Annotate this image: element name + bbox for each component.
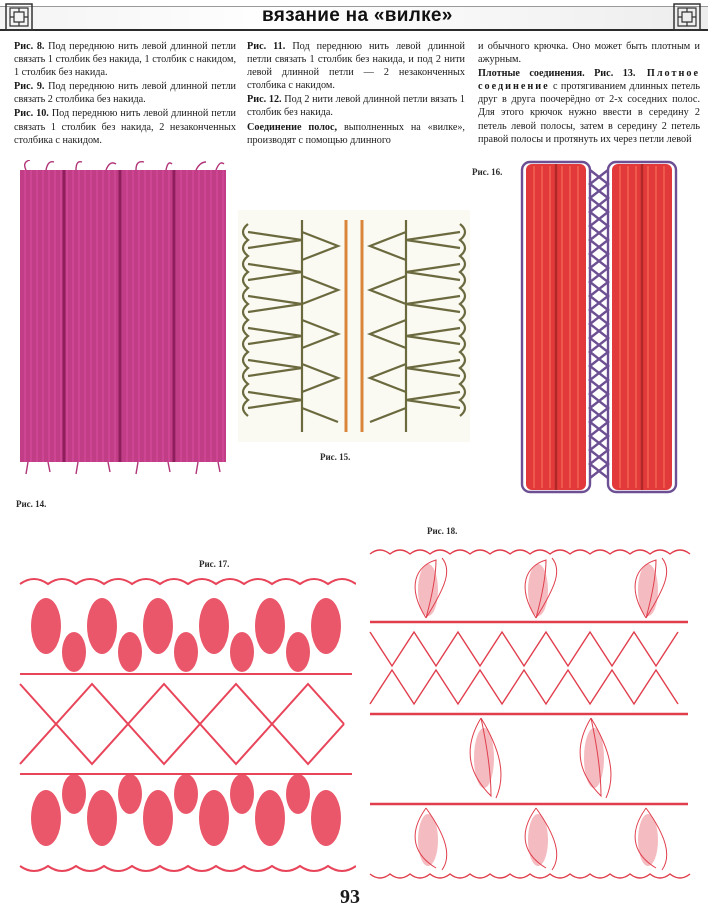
paragraph-continuation	[478, 40, 700, 66]
paragraph-fig13	[478, 67, 700, 146]
figure-17-caption: Рис. 17.	[199, 559, 230, 569]
paragraph-fig8	[14, 40, 236, 79]
text-column-1	[14, 40, 236, 148]
paragraph-text: Под 2 нити левой длинной петли вязать 1 столбик без накида.	[247, 94, 465, 119]
fig-ref: Рис. 10.	[14, 108, 49, 120]
fig-ref: Рис. 13.	[584, 68, 636, 80]
figure-18-image	[366, 546, 692, 882]
fig-ref: Рис. 9.	[14, 81, 45, 93]
fig-ref: Рис. 11.	[247, 41, 286, 52]
figure-18-caption: Рис. 18.	[427, 526, 458, 536]
paragraph-text: Под переднюю нить левой длинной петли связать 1 столбик без накида, и под 2 нити левой длинной петли — 2 незаконченных столбика с накидом.	[247, 41, 465, 92]
paragraph-text: Под переднюю нить левой длинной петли связать 2 столбика без накида.	[14, 81, 236, 106]
paragraph-fig12	[247, 93, 465, 119]
paragraph-text: и обычного крючка. Оно может быть плотным и ажурным.	[478, 41, 700, 66]
paragraph-joining	[247, 121, 465, 147]
paragraph-text: Под переднюю нить левой длинной петли связать 1 столбик без накида, 2 незаконченных столбика с накидом.	[14, 108, 236, 146]
text-column-2	[247, 40, 465, 148]
paragraph-fig11	[247, 40, 465, 92]
figure-17-image	[16, 574, 356, 876]
paragraph-text: выполненных на «вилке», производят с помощью длинного	[247, 121, 465, 146]
paragraph-fig9	[14, 80, 236, 106]
ornament-right-icon	[672, 2, 702, 32]
page-header	[0, 0, 708, 36]
figure-16-caption: Рис. 16.	[472, 167, 503, 177]
text-column-3	[478, 40, 700, 147]
spaced-term: Плотное соединение	[478, 68, 700, 93]
paragraph-text: Под переднюю нить левой длинной петли связать 1 столбик без накида, 1 столбик с накидом, 1 столбик без накида.	[14, 41, 236, 79]
figure-16-image	[514, 160, 684, 494]
ornament-left-icon	[4, 2, 34, 32]
fig-ref: Рис. 8.	[14, 41, 45, 52]
paragraph-fig10	[14, 107, 236, 146]
page-number: 93	[340, 886, 360, 908]
figure-15-image	[238, 210, 470, 442]
figure-15-caption: Рис. 15.	[320, 452, 351, 462]
term-label: Соединение полос,	[247, 121, 338, 133]
figure-14-caption: Рис. 14.	[16, 499, 47, 509]
paragraph-text: с протягиванием длинных петель друг в друга поочерёдно от 2-х соседних полос. Для этого крючок нужно ввести в середину 2 петель левой полосы, затем в середину 2 петель правой полосы и протянуть их через петли левой	[478, 81, 700, 145]
term-label: Плотные соединения.	[478, 68, 585, 80]
section-title: вязание на «вилке»	[262, 5, 453, 26]
fig-ref: Рис. 12.	[247, 94, 282, 106]
figure-14-image	[16, 160, 230, 475]
